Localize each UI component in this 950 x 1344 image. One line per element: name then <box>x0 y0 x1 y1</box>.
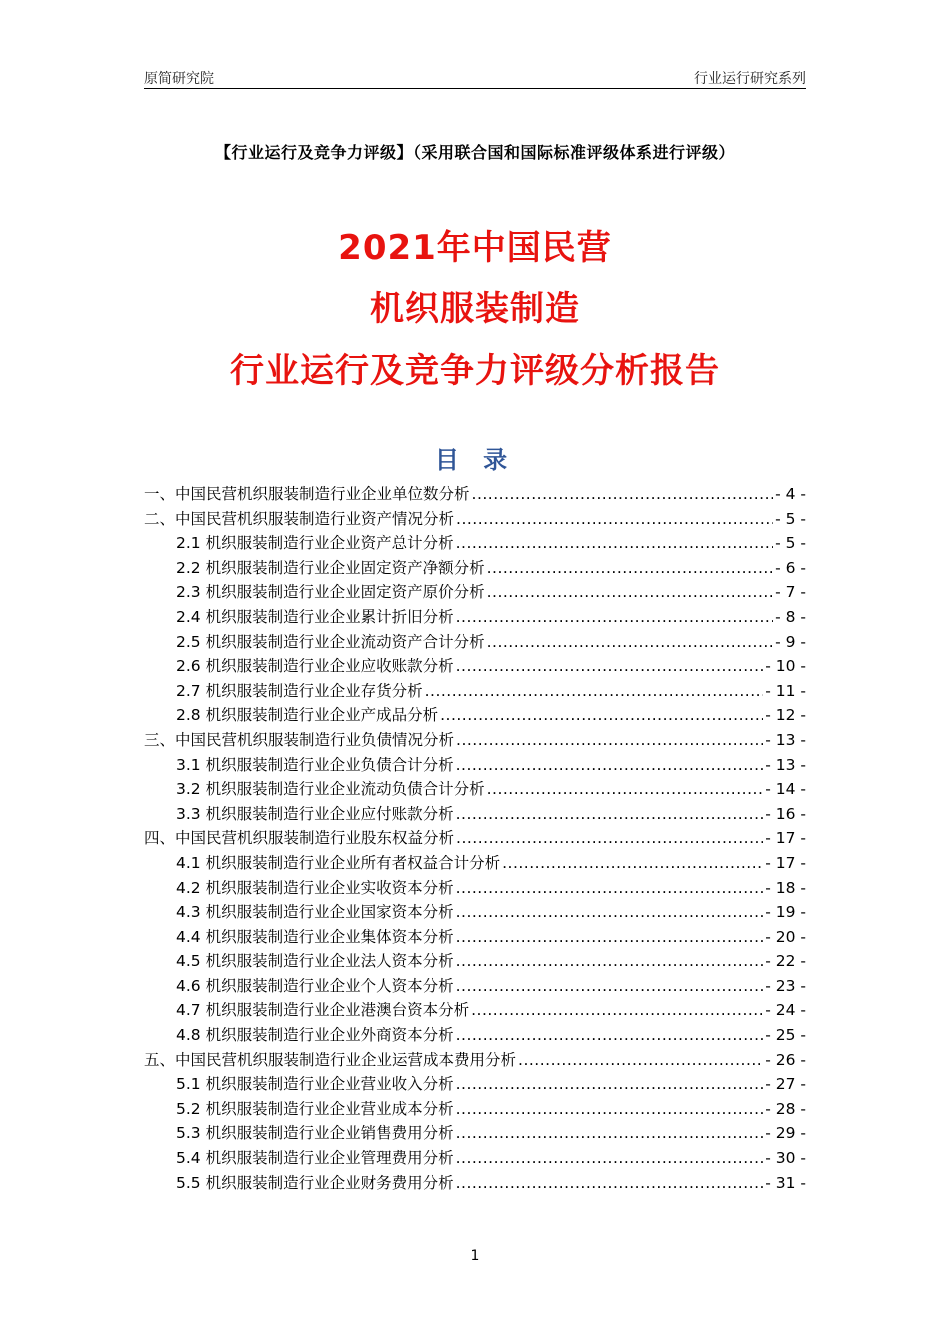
header-right-series: 行业运行研究系列 <box>694 71 806 87</box>
toc-entry-title[interactable]: 4.1 机织服装制造行业企业所有者权益合计分析 <box>176 853 501 872</box>
toc-entry-title[interactable]: 2.7 机织服装制造行业企业存货分析 <box>176 681 423 700</box>
page-number: 1 <box>470 1248 480 1264</box>
toc-entry[interactable] <box>144 556 806 581</box>
toc-dot-leader <box>456 1026 764 1044</box>
report-title-line-2: 机织服装制造 <box>370 289 580 329</box>
toc-dot-leader <box>471 1001 763 1019</box>
toc-entry[interactable] <box>144 753 806 778</box>
toc-dot-leader <box>456 657 764 675</box>
toc-entry-page[interactable]: - 25 - <box>765 1026 806 1045</box>
toc-dot-leader <box>487 633 774 651</box>
toc-entry-title[interactable]: 二、中国民营机织服装制造行业资产情况分析 <box>144 509 455 528</box>
toc-entry[interactable] <box>144 777 806 802</box>
toc-dot-leader <box>487 559 774 577</box>
toc-entry-title[interactable]: 4.2 机织服装制造行业企业实收资本分析 <box>176 878 454 897</box>
report-title-line-1: 2021年中国民营 <box>338 228 612 268</box>
toc-entry[interactable] <box>144 925 806 950</box>
toc-dot-leader <box>456 903 764 921</box>
toc-dot-leader <box>456 1100 764 1118</box>
toc-entry-page[interactable]: - 5 - <box>775 509 806 528</box>
toc-entry-page[interactable]: - 17 - <box>765 853 806 872</box>
toc-dot-leader <box>456 731 763 749</box>
toc-entry[interactable] <box>144 728 806 753</box>
toc-dot-leader <box>487 583 774 601</box>
toc-dot-leader <box>456 928 764 946</box>
toc-entry[interactable] <box>144 851 806 876</box>
toc-entry[interactable] <box>144 876 806 901</box>
header-divider <box>144 88 806 89</box>
toc-entry[interactable] <box>144 580 806 605</box>
toc-entry-page[interactable]: - 29 - <box>765 1124 806 1143</box>
header-left-org: 原简研究院 <box>144 71 214 87</box>
toc-dot-leader <box>487 780 764 798</box>
toc-entry-title[interactable]: 2.3 机织服装制造行业企业固定资产原价分析 <box>176 583 485 602</box>
toc-entry-page[interactable]: - 17 - <box>765 829 806 848</box>
toc-dot-leader <box>456 1149 764 1167</box>
toc-dot-leader <box>456 1124 764 1142</box>
toc-dot-leader <box>456 952 764 970</box>
toc-entry-page[interactable]: - 13 - <box>765 730 806 749</box>
toc-entry[interactable] <box>144 482 806 507</box>
toc-entry-page[interactable]: - 31 - <box>765 1173 806 1192</box>
toc-dot-leader <box>425 682 764 700</box>
toc-entry-title[interactable]: 2.2 机织服装制造行业企业固定资产净额分析 <box>176 558 485 577</box>
toc-entry-page[interactable]: - 30 - <box>765 1149 806 1168</box>
toc-entry-title[interactable]: 五、中国民营机织服装制造行业企业运营成本费用分析 <box>144 1050 517 1069</box>
toc-entry-page[interactable]: - 13 - <box>765 755 806 774</box>
toc-entry-title[interactable]: 2.1 机织服装制造行业企业资产总计分析 <box>176 534 454 553</box>
toc-dot-leader <box>456 805 764 823</box>
toc-entry-page[interactable]: - 24 - <box>765 1001 806 1020</box>
toc-entry-page[interactable]: - 20 - <box>765 927 806 946</box>
toc-entry[interactable] <box>144 703 806 728</box>
toc-entry-page[interactable]: - 9 - <box>775 632 806 651</box>
toc-dot-leader <box>518 1051 763 1069</box>
toc-dot-leader <box>456 1075 764 1093</box>
toc-dot-leader <box>456 977 764 995</box>
toc-entry-page[interactable]: - 19 - <box>765 903 806 922</box>
toc-entry-title[interactable]: 2.6 机织服装制造行业企业应收账款分析 <box>176 657 454 676</box>
toc-entry-page[interactable]: - 18 - <box>765 878 806 897</box>
toc-entry[interactable] <box>144 1121 806 1146</box>
toc-entry-title[interactable]: 3.2 机织服装制造行业企业流动负债合计分析 <box>176 780 485 799</box>
toc-entry[interactable] <box>144 802 806 827</box>
toc-dot-leader <box>472 485 774 503</box>
toc-entry[interactable] <box>144 998 806 1023</box>
report-subtitle: 【行业运行及竞争力评级】（采用联合国和国际标准评级体系进行评级） <box>214 143 735 162</box>
toc-entry-title[interactable]: 5.1 机织服装制造行业企业营业收入分析 <box>176 1075 454 1094</box>
toc-dot-leader <box>456 608 774 626</box>
toc-heading: 目 录 <box>434 446 516 474</box>
toc-entry-page[interactable]: - 23 - <box>765 976 806 995</box>
toc-entry-title[interactable]: 4.8 机织服装制造行业企业外商资本分析 <box>176 1026 454 1045</box>
toc-entry-title[interactable]: 2.4 机织服装制造行业企业累计折旧分析 <box>176 607 454 626</box>
toc-entry[interactable] <box>144 630 806 655</box>
toc-entry-title[interactable]: 5.3 机织服装制造行业企业销售费用分析 <box>176 1124 454 1143</box>
toc-entry[interactable] <box>144 1146 806 1171</box>
toc-entry-title[interactable]: 4.4 机织服装制造行业企业集体资本分析 <box>176 927 454 946</box>
toc-entry-title[interactable]: 四、中国民营机织服装制造行业股东权益分析 <box>144 829 455 848</box>
toc-entry-page[interactable]: - 6 - <box>775 558 806 577</box>
toc-entry[interactable] <box>144 1097 806 1122</box>
toc-entry[interactable] <box>144 507 806 532</box>
toc-dot-leader <box>456 879 764 897</box>
toc-entry[interactable] <box>144 1048 806 1073</box>
toc-entry-title[interactable]: 4.6 机织服装制造行业企业个人资本分析 <box>176 976 454 995</box>
toc-entry-title[interactable]: 5.2 机织服装制造行业企业营业成本分析 <box>176 1099 454 1118</box>
toc-dot-leader <box>456 510 773 528</box>
toc-entry-title[interactable]: 一、中国民营机织服装制造行业企业单位数分析 <box>144 485 470 503</box>
toc-entry[interactable] <box>144 679 806 704</box>
toc-entry-title[interactable]: 2.8 机织服装制造行业企业产成品分析 <box>176 706 439 725</box>
toc-entry-page[interactable]: - 10 - <box>765 657 806 676</box>
toc-dot-leader <box>440 706 763 724</box>
report-title-line-3: 行业运行及竞争力评级分析报告 <box>230 351 720 391</box>
toc-dot-leader <box>456 829 763 847</box>
toc-dot-leader <box>456 756 764 774</box>
toc-entry-page[interactable]: - 16 - <box>765 804 806 823</box>
toc-entry-title[interactable]: 3.1 机织服装制造行业企业负债合计分析 <box>176 755 454 774</box>
toc-entry[interactable] <box>144 900 806 925</box>
toc-entry[interactable] <box>144 949 806 974</box>
toc-dot-leader <box>502 854 763 872</box>
toc-entry[interactable] <box>144 605 806 630</box>
toc-entry-page[interactable]: - 12 - <box>765 706 806 725</box>
toc-entry-page[interactable]: - 22 - <box>765 952 806 971</box>
toc-entry-page[interactable]: - 26 - <box>765 1050 806 1069</box>
table-of-contents <box>144 482 806 1195</box>
toc-entry[interactable] <box>144 1072 806 1097</box>
toc-entry[interactable] <box>144 531 806 556</box>
toc-entry-page[interactable]: - 8 - <box>775 607 806 626</box>
toc-entry[interactable] <box>144 1023 806 1048</box>
toc-entry-title[interactable]: 5.4 机织服装制造行业企业管理费用分析 <box>176 1149 454 1168</box>
toc-entry-title[interactable]: 2.5 机织服装制造行业企业流动资产合计分析 <box>176 632 485 651</box>
toc-entry-page[interactable]: - 5 - <box>775 534 806 553</box>
toc-entry-title[interactable]: 三、中国民营机织服装制造行业负债情况分析 <box>144 730 455 749</box>
toc-entry[interactable] <box>144 654 806 679</box>
toc-entry-page[interactable]: - 28 - <box>765 1099 806 1118</box>
toc-entry-page[interactable]: - 27 - <box>765 1075 806 1094</box>
toc-dot-leader <box>456 1174 764 1192</box>
toc-entry-title[interactable]: 4.7 机织服装制造行业企业港澳台资本分析 <box>176 1001 470 1020</box>
toc-entry-title[interactable]: 3.3 机织服装制造行业企业应付账款分析 <box>176 804 454 823</box>
toc-entry-page[interactable]: - 11 - <box>765 681 806 700</box>
toc-entry-page[interactable]: - 7 - <box>775 583 806 602</box>
toc-entry[interactable] <box>144 974 806 999</box>
toc-entry[interactable] <box>144 826 806 851</box>
toc-entry-page[interactable]: - 14 - <box>765 780 806 799</box>
toc-dot-leader <box>456 534 774 552</box>
toc-entry-page[interactable]: - 4 - <box>775 485 806 503</box>
toc-entry[interactable] <box>144 1171 806 1196</box>
toc-entry-title[interactable]: 4.3 机织服装制造行业企业国家资本分析 <box>176 903 454 922</box>
toc-entry-title[interactable]: 5.5 机织服装制造行业企业财务费用分析 <box>176 1173 454 1192</box>
toc-entry-title[interactable]: 4.5 机织服装制造行业企业法人资本分析 <box>176 952 454 971</box>
